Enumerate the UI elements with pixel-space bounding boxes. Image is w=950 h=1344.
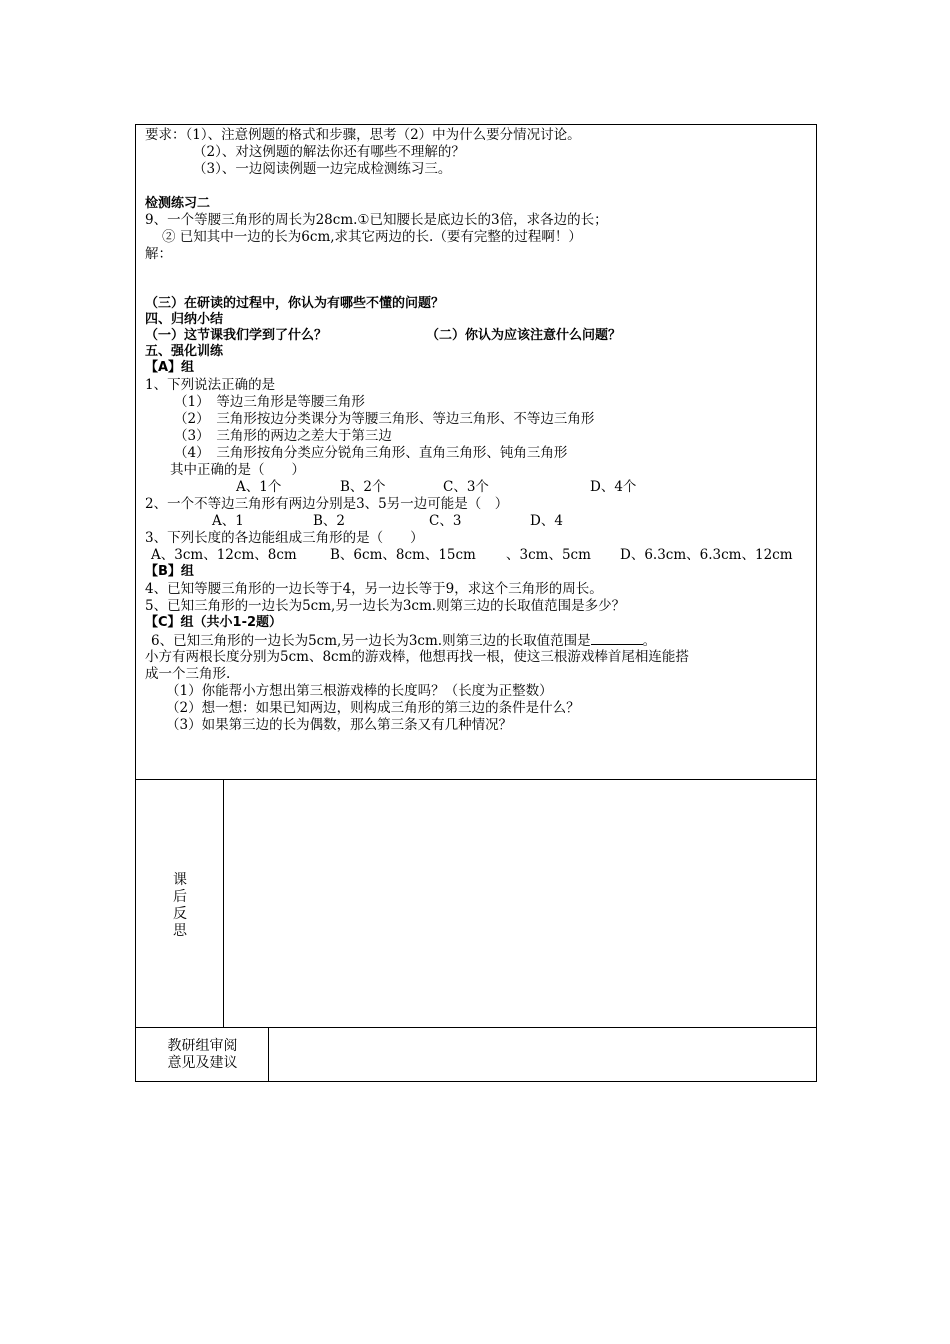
review-row: [136, 1028, 816, 1082]
review-label-line-1: 教研组审阅: [167, 1038, 238, 1054]
section-heading-questions: （三）在研读的过程中，你认为有哪些不懂的问题？: [145, 296, 445, 311]
reflection-label: 课后反思: [173, 872, 187, 939]
question-1-statement-1: （1） 等边三角形是等腰三角形: [174, 394, 365, 410]
question-1-prompt: 其中正确的是（ ）: [170, 462, 305, 478]
question-2-option-a: A、1: [212, 513, 244, 529]
section-heading-practice-2: 检测练习二: [145, 196, 211, 211]
requirement-2: （2）、对这例题的解法你还有哪些不理解的？: [193, 144, 465, 160]
worksheet-table: [135, 124, 817, 1082]
answer-blank[interactable]: [591, 632, 643, 645]
question-2-option-d: D、4: [530, 513, 563, 529]
question-6: [151, 632, 656, 649]
question-1-statement-3: （3） 三角形的两边之差大于第三边: [174, 428, 392, 444]
content-cell: [136, 125, 816, 780]
question-2-option-c: C、3: [429, 513, 462, 529]
requirement-1: 要求：（1）、注意例题的格式和步骤，思考（2）中为什么要分情况讨论。: [145, 127, 581, 143]
answer-label: 解：: [145, 246, 172, 262]
question-1-option-c: C、3个: [443, 479, 489, 495]
question-1-option-b: B、2个: [340, 479, 386, 495]
group-c-heading: 【C】组（共小1-2题）: [145, 615, 283, 630]
question-1: 1、下列说法正确的是: [145, 377, 276, 393]
question-3-option-b: B、6cm、8cm、15cm: [330, 547, 476, 563]
reflection-label-cell: [136, 780, 224, 1027]
summary-item-2: （二）你认为应该注意什么问题？: [426, 328, 622, 343]
question-7-part-3: （3）如果第三边的长为偶数，那么第三条又有几种情况？: [166, 717, 513, 733]
question-3: 3、下列长度的各边能组成三角形的是（ ）: [145, 530, 424, 546]
summary-item-1: （一）这节课我们学到了什么？: [145, 328, 328, 343]
question-1-option-d: D、4个: [590, 479, 637, 495]
question-1-statement-4: （4） 三角形按角分类应分锐角三角形、直角三角形、钝角三角形: [174, 445, 568, 461]
review-label-cell: [136, 1028, 269, 1082]
question-4: 4、已知等腰三角形的一边长等于4，另一边长等于9，求这个三角形的周长。: [145, 581, 603, 597]
question-7-cont: 成一个三角形.: [145, 666, 231, 682]
review-label-line-2: 意见及建议: [167, 1055, 238, 1071]
question-3-option-d: D、6.3cm、6.3cm、12cm: [620, 547, 793, 563]
question-5: 5、已知三角形的一边长为5cm,另一边长为3cm.则第三边的长取值范围是多少？: [145, 598, 626, 614]
question-6-text: 6、已知三角形的一边长为5cm,另一边长为3cm.则第三边的长取值范围是: [151, 633, 591, 649]
question-3-option-c: 、3cm、5cm: [506, 547, 591, 563]
question-2: 2、一个不等边三角形有两边分别是3、5另一边可能是（ ）: [145, 496, 509, 512]
question-7-part-2: （2）想一想：如果已知两边，则构成三角形的第三边的条件是什么？: [166, 700, 580, 716]
question-3-option-a: A、3cm、12cm、8cm: [151, 547, 297, 563]
requirement-3: （3）、一边阅读例题一边完成检测练习三。: [193, 161, 452, 177]
question-1-statement-2: （2） 三角形按边分类课分为等腰三角形、等边三角形、不等边三角形: [174, 411, 595, 427]
question-7-part-1: （1）你能帮小方想出第三根游戏棒的长度吗？（长度为正整数）: [166, 683, 553, 699]
reflection-row: [136, 780, 816, 1028]
group-a-heading: 【A】组: [145, 360, 195, 375]
question-2-option-b: B、2: [313, 513, 346, 529]
question-7: 小方有两根长度分别为5cm、8cm的游戏棒，他想再找一根，使这三根游戏棒首尾相连能搭: [145, 649, 689, 665]
question-9: 9、一个等腰三角形的周长为28cm.①已知腰长是底边长的3倍，求各边的长；: [145, 212, 608, 228]
section-heading-summary: 四、归纳小结: [145, 312, 224, 327]
question-1-option-a: A、1个: [236, 479, 282, 495]
section-heading-training: 五、强化训练: [145, 344, 224, 359]
question-6-end: 。: [642, 633, 657, 649]
question-9-part-2: ② 已知其中一边的长为6cm,求其它两边的长.（要有完整的过程啊！）: [162, 229, 582, 245]
group-b-heading: 【B】组: [145, 564, 194, 579]
